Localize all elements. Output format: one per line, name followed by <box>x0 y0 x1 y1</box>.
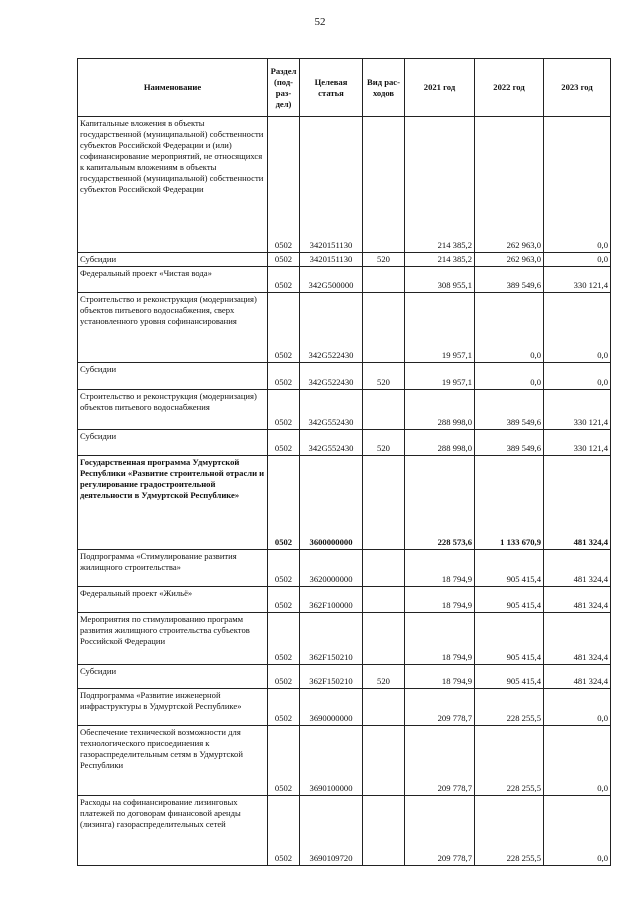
row-2022: 262 963,0 <box>475 117 544 253</box>
row-section: 0502 <box>268 796 300 866</box>
row-2021: 308 955,1 <box>405 267 475 293</box>
row-2023: 0,0 <box>544 726 611 796</box>
header-target: Целевая статья <box>300 59 363 117</box>
row-2022: 389 549,6 <box>475 390 544 430</box>
row-2023: 330 121,4 <box>544 267 611 293</box>
row-target: 342G500000 <box>300 267 363 293</box>
row-2021: 18 794,9 <box>405 550 475 587</box>
row-2023: 0,0 <box>544 363 611 390</box>
row-2022: 905 415,4 <box>475 550 544 587</box>
row-target: 362F100000 <box>300 587 363 613</box>
row-2021: 19 957,1 <box>405 363 475 390</box>
row-section: 0502 <box>268 293 300 363</box>
row-2022: 905 415,4 <box>475 587 544 613</box>
table-row <box>78 613 611 665</box>
row-2022: 389 549,6 <box>475 267 544 293</box>
row-2021: 19 957,1 <box>405 293 475 363</box>
row-section: 0502 <box>268 117 300 253</box>
row-2023: 481 324,4 <box>544 550 611 587</box>
row-section: 0502 <box>268 267 300 293</box>
row-name: Мероприятия по стимулированию программ развития жилищного строительства субъектов Российской Федерации <box>78 613 268 665</box>
row-target: 3420151130 <box>300 117 363 253</box>
row-section: 0502 <box>268 456 300 550</box>
row-kind <box>363 689 405 726</box>
table-row <box>78 726 611 796</box>
row-section: 0502 <box>268 665 300 689</box>
row-2021: 209 778,7 <box>405 726 475 796</box>
row-2023: 0,0 <box>544 689 611 726</box>
row-2023: 330 121,4 <box>544 390 611 430</box>
row-target: 3420151130 <box>300 253 363 267</box>
row-name: Подпрограмма «Стимулирование развития жилищного строительства» <box>78 550 268 587</box>
row-section: 0502 <box>268 689 300 726</box>
row-name: Капитальные вложения в объекты государственной (муниципальной) собственности субъектов Российской Федерации и (или) софинансирование мероприятий, не относящихся к капитальным вложениям в объекты государственной (муниципальной) собственности субъектов Российской Федерации <box>78 117 268 253</box>
table-row <box>78 689 611 726</box>
row-target: 3690000000 <box>300 689 363 726</box>
budget-table <box>77 58 611 866</box>
row-target: 342G552430 <box>300 390 363 430</box>
row-name: Субсидии <box>78 430 268 456</box>
row-kind <box>363 293 405 363</box>
row-2022: 905 415,4 <box>475 665 544 689</box>
row-2021: 288 998,0 <box>405 390 475 430</box>
row-target: 3690109720 <box>300 796 363 866</box>
header-section: Раздел (под-раз-дел) <box>268 59 300 117</box>
table-row <box>78 430 611 456</box>
row-kind: 520 <box>363 430 405 456</box>
row-2022: 228 255,5 <box>475 796 544 866</box>
row-name: Подпрограмма «Развитие инженерной инфраструктуры в Удмуртской Республике» <box>78 689 268 726</box>
header-kind: Вид рас-ходов <box>363 59 405 117</box>
row-section: 0502 <box>268 726 300 796</box>
row-section: 0502 <box>268 430 300 456</box>
row-section: 0502 <box>268 587 300 613</box>
row-name: Государственная программа Удмуртской Республики «Развитие строительной отрасли и регулирование градостроительной деятельности в Удмуртской Республике» <box>78 456 268 550</box>
row-2021: 214 385,2 <box>405 253 475 267</box>
row-section: 0502 <box>268 613 300 665</box>
table-header-row <box>78 59 611 117</box>
table-row <box>78 363 611 390</box>
row-kind: 520 <box>363 665 405 689</box>
row-2021: 288 998,0 <box>405 430 475 456</box>
table-row <box>78 293 611 363</box>
row-2023: 330 121,4 <box>544 430 611 456</box>
row-kind <box>363 726 405 796</box>
row-kind <box>363 117 405 253</box>
row-2022: 228 255,5 <box>475 689 544 726</box>
row-2022: 0,0 <box>475 293 544 363</box>
row-2021: 18 794,9 <box>405 587 475 613</box>
row-section: 0502 <box>268 390 300 430</box>
row-2023: 0,0 <box>544 796 611 866</box>
row-target: 362F150210 <box>300 613 363 665</box>
row-2022: 389 549,6 <box>475 430 544 456</box>
table-row <box>78 117 611 253</box>
table-row <box>78 253 611 267</box>
row-2021: 209 778,7 <box>405 689 475 726</box>
row-2023: 0,0 <box>544 293 611 363</box>
row-name: Субсидии <box>78 665 268 689</box>
row-target: 342G522430 <box>300 363 363 390</box>
row-name: Строительство и реконструкция (модернизация) объектов питьевого водоснабжения, сверх установленного уровня софинансирования <box>78 293 268 363</box>
row-section: 0502 <box>268 550 300 587</box>
table-row <box>78 267 611 293</box>
header-2023: 2023 год <box>544 59 611 117</box>
table-row <box>78 796 611 866</box>
row-2021: 209 778,7 <box>405 796 475 866</box>
row-2023: 0,0 <box>544 117 611 253</box>
row-kind <box>363 613 405 665</box>
row-name: Субсидии <box>78 363 268 390</box>
row-section: 0502 <box>268 253 300 267</box>
row-name: Федеральный проект «Чистая вода» <box>78 267 268 293</box>
row-target: 3600000000 <box>300 456 363 550</box>
row-2021: 18 794,9 <box>405 613 475 665</box>
row-2023: 481 324,4 <box>544 587 611 613</box>
row-2021: 228 573,6 <box>405 456 475 550</box>
row-kind <box>363 456 405 550</box>
table-row <box>78 390 611 430</box>
row-kind: 520 <box>363 363 405 390</box>
row-2022: 262 963,0 <box>475 253 544 267</box>
row-2021: 18 794,9 <box>405 665 475 689</box>
row-2021: 214 385,2 <box>405 117 475 253</box>
row-kind <box>363 587 405 613</box>
row-kind <box>363 390 405 430</box>
row-name: Обеспечение технической возможности для технологического присоединения к газораспределительным сетям в Удмуртской Республики <box>78 726 268 796</box>
row-2023: 481 324,4 <box>544 456 611 550</box>
row-2022: 905 415,4 <box>475 613 544 665</box>
table-row <box>78 550 611 587</box>
row-target: 362F150210 <box>300 665 363 689</box>
row-name: Строительство и реконструкция (модернизация) объектов питьевого водоснабжения <box>78 390 268 430</box>
row-kind <box>363 796 405 866</box>
row-kind: 520 <box>363 253 405 267</box>
row-target: 342G552430 <box>300 430 363 456</box>
page-number: 52 <box>314 16 326 28</box>
row-kind <box>363 267 405 293</box>
header-2021: 2021 год <box>405 59 475 117</box>
header-name: Наименование <box>78 59 268 117</box>
header-2022: 2022 год <box>475 59 544 117</box>
row-section: 0502 <box>268 363 300 390</box>
table-row <box>78 665 611 689</box>
row-2023: 0,0 <box>544 253 611 267</box>
row-name: Расходы на софинансирование лизинговых платежей по договорам финансовой аренды (лизинга) газораспределительных сетей <box>78 796 268 866</box>
row-2022: 1 133 670,9 <box>475 456 544 550</box>
row-name: Федеральный проект «Жильё» <box>78 587 268 613</box>
row-target: 342G522430 <box>300 293 363 363</box>
row-2023: 481 324,4 <box>544 665 611 689</box>
table-row <box>78 456 611 550</box>
row-kind <box>363 550 405 587</box>
row-2022: 0,0 <box>475 363 544 390</box>
row-target: 3690100000 <box>300 726 363 796</box>
row-name: Субсидии <box>78 253 268 267</box>
table-row <box>78 587 611 613</box>
row-2022: 228 255,5 <box>475 726 544 796</box>
row-target: 3620000000 <box>300 550 363 587</box>
row-2023: 481 324,4 <box>544 613 611 665</box>
